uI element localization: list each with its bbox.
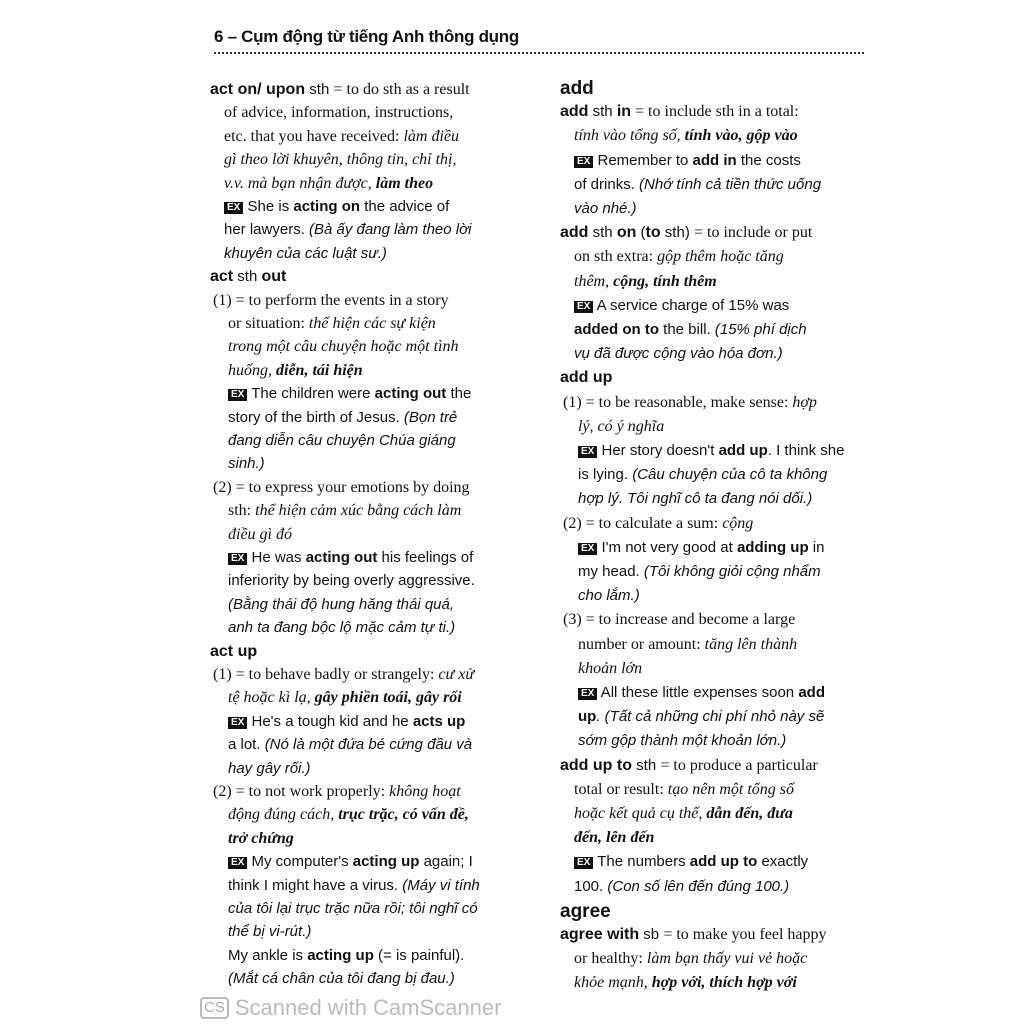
example-badge-icon: EX	[578, 543, 597, 555]
entry-text: (2) = to not work properly:	[213, 783, 390, 800]
entry-text: (	[636, 224, 646, 242]
entry-line	[578, 586, 640, 606]
entry-text: the bill.	[659, 321, 715, 338]
entry-line	[228, 431, 456, 451]
entry-text: Her story doesn't	[597, 442, 719, 459]
phrasal-verb-text: act on/ upon	[210, 81, 306, 98]
entry-text: tính vào, gộp vào	[684, 127, 798, 145]
entry-text: Remember to	[593, 151, 693, 169]
entry-text: (Máy vi tính	[402, 876, 480, 894]
entry-line	[228, 361, 363, 381]
entry-text: gộp thêm hoặc tăng	[657, 248, 784, 266]
phrasal-verb-text: adding up	[736, 538, 809, 556]
entry-text: làm bạn thấy vui vẻ hoặc	[646, 950, 808, 968]
phrasal-verb-text: agree with	[560, 926, 640, 943]
entry-line	[213, 665, 474, 685]
entry-line	[224, 127, 459, 147]
entry-text: gây phiền toái, gây rối	[314, 689, 462, 707]
entry-line	[228, 852, 473, 872]
phrasal-verb-text: to	[645, 224, 661, 242]
entry-headword-line	[560, 102, 799, 122]
entry-line	[574, 828, 654, 848]
entry-text: cộng, tính thêm	[613, 272, 717, 290]
entry-text: again; I	[419, 853, 473, 871]
entry-text: her lawyers.	[224, 221, 310, 239]
entry-line	[574, 804, 793, 824]
example-badge-icon: EX	[224, 202, 243, 214]
phrasal-verb-text: act up	[210, 642, 258, 660]
entry-line	[224, 197, 449, 217]
entry-text: sth	[631, 756, 661, 774]
entry-line	[574, 780, 794, 800]
entry-line	[578, 562, 821, 582]
entry-line	[224, 220, 472, 240]
entry-text: sth:	[228, 502, 256, 520]
entry-line	[224, 103, 453, 123]
entry-text: của tôi lại trục trặc nữa rồi; tôi nghĩ có	[228, 900, 478, 917]
phrasal-verb-text: agree	[560, 900, 611, 922]
entry-text: = to include sth in a total:	[631, 103, 799, 121]
entry-text: my head.	[578, 563, 644, 580]
entry-line	[228, 829, 294, 849]
entry-line	[228, 759, 311, 779]
entry-text: his feelings of	[377, 549, 474, 566]
phrasal-verb-text: acting out	[305, 549, 378, 566]
entry-text: tệ hoặc kì lạ,	[228, 689, 315, 707]
entry-line	[578, 635, 797, 655]
phrasal-verb-text: add up to	[560, 756, 632, 774]
entry-text: = to do sth as a result	[333, 81, 470, 98]
entry-text: = to produce a particular	[660, 756, 818, 774]
entry-line	[574, 852, 808, 872]
phrasal-verb-text: add	[560, 78, 594, 99]
entry-text: sinh.)	[228, 455, 265, 473]
entry-line	[228, 735, 472, 755]
entry-line	[574, 320, 807, 340]
entry-text: lý, có ý nghĩa	[578, 417, 665, 435]
camscanner-logo-icon: CS	[200, 997, 229, 1019]
entry-line	[224, 244, 387, 264]
entry-text: sth	[233, 268, 262, 286]
entry-line	[574, 344, 783, 364]
example-badge-icon: EX	[228, 389, 247, 401]
entry-text: The numbers	[593, 853, 690, 871]
entry-text: sớm gộp thành một khoản lớn.)	[578, 732, 787, 750]
entry-line	[224, 150, 457, 170]
phrasal-verb-text: add	[798, 684, 825, 701]
entry-text: thể hiện các sự kiện	[308, 315, 436, 332]
watermark-text: Scanned with CamScanner	[234, 995, 502, 1020]
entry-line	[228, 595, 454, 615]
entry-line	[213, 478, 470, 498]
entry-text: hợp lý. Tôi nghĩ cô ta đang nói dối.)	[578, 490, 813, 508]
entry-text: trục trặc, có vấn đề,	[338, 806, 469, 824]
entry-text: (= is painful).	[373, 946, 465, 964]
phrasal-verb-text: in	[616, 103, 632, 121]
entry-line	[228, 618, 455, 638]
entry-text: sth	[305, 81, 334, 98]
phrasal-verb-text: acting up	[352, 853, 420, 871]
entry-text: (Con số lên đến đúng 100.)	[607, 877, 790, 895]
entry-text: không hoạt	[389, 783, 461, 800]
entry-line	[228, 384, 471, 404]
entry-text: 100.	[574, 877, 608, 895]
entry-text: làm theo	[375, 174, 434, 192]
entry-line	[563, 393, 817, 413]
entry-text: the	[446, 385, 472, 403]
entry-text: sth)	[660, 224, 694, 242]
entry-headword-line	[560, 78, 594, 100]
entry-text: (1) = to be reasonable, make sense:	[563, 393, 793, 411]
entry-text: exactly	[757, 853, 809, 871]
phrasal-verb-text: add up to	[689, 853, 758, 871]
entry-line	[574, 175, 821, 195]
entry-text: story of the birth of Jesus.	[228, 408, 404, 426]
entry-line	[574, 247, 784, 267]
entry-line	[228, 899, 478, 919]
example-badge-icon: EX	[228, 857, 247, 869]
entry-text: điều gì đó	[228, 525, 292, 543]
entry-headword-line	[210, 267, 286, 287]
example-badge-icon: EX	[574, 857, 593, 869]
entry-text: He's a tough kid and he	[247, 712, 413, 730]
entry-text: v.v. mà bạn nhận được,	[224, 174, 376, 192]
phrasal-verb-text: added on to	[574, 321, 659, 338]
entry-headword-line	[210, 642, 257, 662]
phrasal-verb-text: add up	[718, 442, 768, 459]
entry-line	[213, 291, 449, 311]
entry-text: All these little expenses soon	[597, 684, 799, 701]
entry-text: or healthy:	[574, 950, 647, 968]
entry-text: on sth extra:	[574, 248, 658, 266]
entry-text: huống,	[228, 361, 276, 379]
entry-line	[228, 454, 265, 474]
entry-text: hợp với, thích hợp với	[651, 974, 797, 992]
entry-headword-line	[560, 368, 612, 388]
entry-line	[578, 417, 664, 437]
entry-text: trở chứng	[228, 829, 294, 847]
entry-text: động đúng cách,	[228, 806, 339, 824]
entry-line	[578, 731, 786, 751]
entry-line	[574, 126, 798, 146]
entry-text: hợp	[792, 393, 817, 411]
entry-text: khỏe mạnh,	[574, 974, 652, 992]
entry-text: tính vào tổng số,	[574, 127, 685, 145]
example-badge-icon: EX	[578, 446, 597, 458]
phrasal-verb-text: acting up	[307, 946, 374, 964]
entry-line	[574, 272, 717, 292]
entry-line	[574, 199, 637, 219]
entry-text: hay gây rối.)	[228, 759, 311, 777]
entry-text: đang diễn câu chuyện Chúa giáng	[228, 432, 456, 449]
entry-line	[228, 314, 436, 334]
example-badge-icon: EX	[574, 301, 593, 313]
entry-text: A service charge of 15% was	[593, 296, 790, 314]
entry-text: (15% phí dịch	[714, 321, 807, 338]
entry-text: in	[808, 538, 825, 556]
entry-text: (2) = to calculate a sum:	[563, 514, 723, 532]
entry-text: number or amount:	[578, 635, 705, 653]
phrasal-verb-text: acting out	[374, 385, 447, 403]
entry-line	[578, 683, 825, 703]
entry-line	[228, 688, 462, 708]
entry-text: She is	[243, 198, 294, 215]
entry-line	[563, 610, 795, 630]
example-badge-icon: EX	[228, 553, 247, 565]
entry-line	[228, 922, 311, 942]
entry-text: or situation:	[228, 315, 309, 332]
entry-text: (1) = to perform the events in a story	[213, 291, 449, 309]
entry-text: hoặc kết quả cụ thể,	[574, 805, 707, 822]
entry-text: (Nhớ tính cả tiền thức uống	[639, 175, 822, 193]
entry-text: of drinks.	[574, 175, 640, 193]
entry-text: thể hiện cảm xúc bằng cách làm	[255, 502, 462, 520]
entry-text: cộng	[722, 514, 754, 532]
entry-text: thêm,	[574, 272, 614, 290]
entry-text: (Câu chuyện của cô ta không	[632, 466, 828, 484]
entry-line	[213, 782, 461, 802]
entry-text: thể bị vi-rút.)	[228, 923, 312, 941]
entry-text: think I might have a virus.	[228, 876, 403, 894]
entry-text: is lying.	[578, 466, 633, 484]
entry-text: đến, lên đến	[574, 829, 655, 847]
entry-text: etc. that you have received:	[224, 127, 404, 145]
entry-text: gì theo lời khuyên, thông tin, chỉ thị,	[224, 151, 457, 169]
header-divider	[214, 52, 864, 54]
phrasal-verb-text: add in	[692, 151, 737, 169]
page-header-title: 6 – Cụm động từ tiếng Anh thông dụng	[214, 27, 519, 46]
entry-text: . I think she	[767, 442, 845, 459]
entry-line	[578, 441, 844, 461]
entry-text: (Bọn trẻ	[403, 408, 458, 426]
entry-text: My computer's	[247, 853, 353, 871]
phrasal-verb-text: add	[560, 224, 589, 242]
entry-text: dẫn đến, đưa	[706, 805, 793, 822]
phrasal-verb-text: up	[578, 708, 597, 726]
entry-line	[578, 707, 824, 727]
entry-text: (3) = to increase and become a large	[563, 611, 796, 629]
entry-line	[574, 949, 807, 969]
entry-text: inferiority by being overly aggressive.	[228, 572, 475, 590]
entry-text: sth	[588, 224, 617, 242]
entry-text: = to make you feel happy	[663, 926, 827, 943]
entry-line	[574, 877, 789, 897]
entry-text: total or result:	[574, 780, 668, 798]
example-badge-icon: EX	[574, 156, 593, 168]
entry-line	[228, 408, 457, 428]
example-badge-icon: EX	[228, 717, 247, 729]
entry-line	[578, 659, 642, 679]
entry-line	[563, 514, 753, 534]
entry-text: diễn, tái hiện	[276, 361, 363, 379]
entry-text: . (Tất cả những chi phí nhỏ này sẽ	[596, 708, 825, 726]
entry-line	[228, 946, 464, 966]
entry-text: the advice of	[360, 198, 450, 215]
entry-line	[578, 538, 824, 558]
entry-text: (2) = to express your emotions by doing	[213, 478, 470, 496]
entry-line	[574, 973, 797, 993]
entry-text: sb	[639, 926, 664, 943]
example-badge-icon: EX	[578, 688, 597, 700]
entry-line	[228, 876, 480, 896]
phrasal-verb-text: acts up	[412, 712, 466, 730]
entry-text: (Bằng thái độ hung hăng thái quá,	[228, 595, 455, 613]
entry-line	[224, 174, 433, 194]
phrasal-verb-text: add	[560, 103, 589, 121]
entry-text: a lot.	[228, 736, 265, 754]
entry-line	[578, 489, 812, 509]
entry-line	[228, 337, 458, 357]
entry-text: anh ta đang bộc lộ mặc cảm tự ti.)	[228, 619, 456, 637]
entry-text: of advice, information, instructions,	[224, 104, 454, 122]
entry-text: (Mắt cá chân của tôi đang bị đau.)	[228, 970, 455, 988]
entry-line	[228, 969, 455, 989]
entry-text: trong một câu chuyện hoặc một tình	[228, 338, 459, 356]
phrasal-verb-text: on	[616, 224, 637, 242]
entry-text: vào nhé.)	[574, 200, 637, 217]
entry-line	[574, 151, 801, 171]
phrasal-verb-text: act	[210, 268, 234, 286]
phrasal-verb-text: out	[261, 268, 287, 286]
entry-text: tạo nên một tổng số	[667, 780, 794, 798]
entry-text: khuyên của các luật sư.)	[224, 244, 387, 262]
entry-line	[574, 296, 789, 316]
entry-headword-line	[560, 925, 827, 945]
entry-text: (Tôi không giỏi cộng nhẩm	[643, 563, 821, 580]
entry-text: tăng lên thành	[704, 635, 798, 653]
entry-text: cho lắm.)	[578, 587, 640, 605]
entry-text: vụ đã được cộng vào hóa đơn.)	[574, 345, 783, 363]
entry-text: (Bà ấy đang làm theo lời	[309, 221, 472, 239]
entry-text: the costs	[736, 151, 801, 169]
entry-text: = to include or put	[693, 224, 813, 242]
entry-line	[228, 525, 292, 545]
entry-headword-line	[560, 901, 611, 923]
entry-text: sth	[588, 103, 617, 121]
entry-line	[228, 805, 469, 825]
entry-headword-line	[560, 756, 818, 776]
entry-line	[228, 712, 465, 732]
entry-text: (1) = to behave badly or strangely:	[213, 666, 439, 683]
entry-headword-line	[560, 223, 812, 243]
phrasal-verb-text: add up	[560, 369, 613, 387]
entry-headword-line	[210, 80, 470, 100]
phrasal-verb-text: acting on	[293, 198, 361, 215]
entry-text: He was	[247, 549, 306, 566]
entry-text: làm điều	[403, 127, 460, 145]
camscanner-watermark	[200, 996, 501, 1020]
entry-line	[228, 571, 475, 591]
entry-line	[578, 465, 827, 485]
entry-text: (Nó là một đứa bé cứng đầu và	[264, 736, 473, 754]
entry-line	[228, 548, 473, 568]
entry-text: khoản lớn	[578, 659, 643, 677]
entry-text: I'm not very good at	[597, 538, 737, 556]
entry-text: cư xử	[438, 666, 475, 683]
entry-text: The children were	[247, 385, 375, 403]
entry-line	[228, 501, 461, 521]
entry-text: My ankle is	[228, 946, 308, 964]
